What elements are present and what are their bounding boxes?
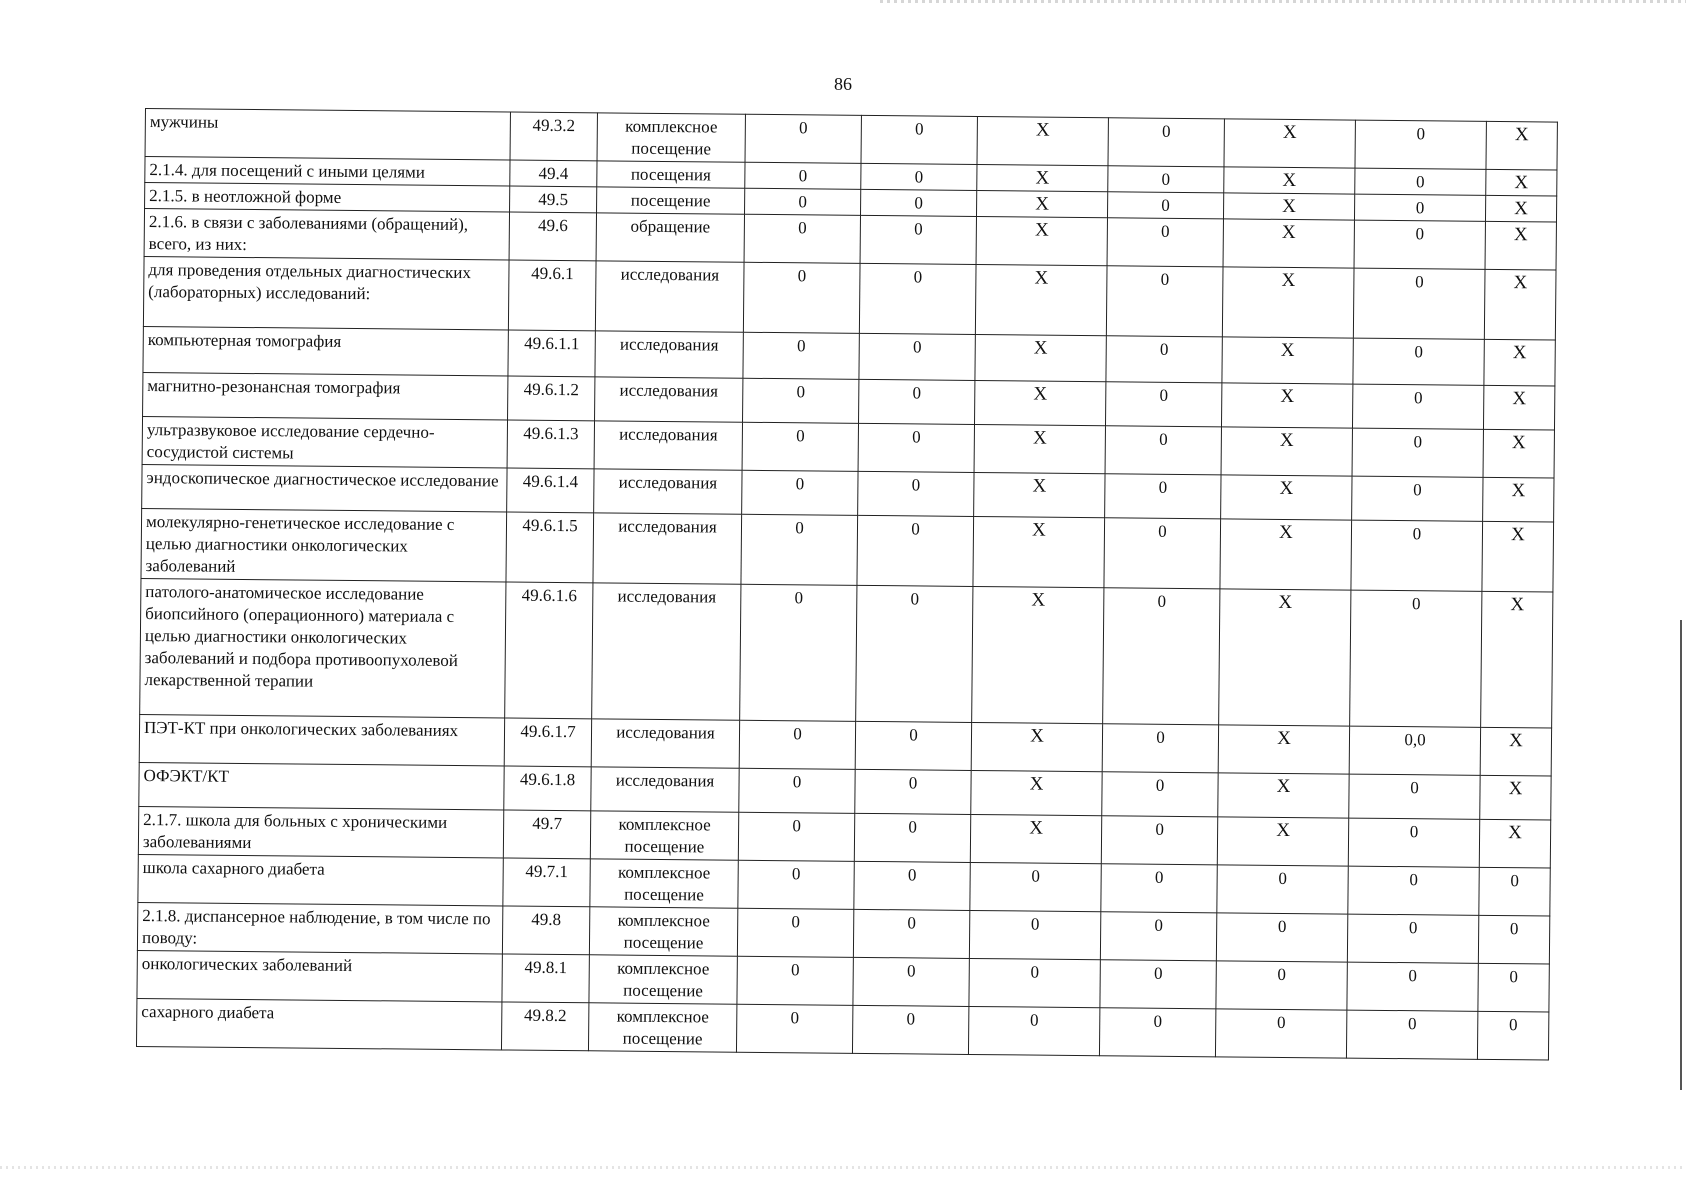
- value-cell: X: [975, 334, 1106, 381]
- value-cell: 0: [1105, 474, 1221, 519]
- value-cell: 0: [739, 720, 855, 769]
- value-cell: X: [977, 116, 1108, 165]
- value-cell: 0: [1106, 266, 1223, 337]
- value-cell: X: [1221, 475, 1352, 520]
- value-cell: X: [971, 722, 1102, 771]
- value-cell: 0: [1216, 961, 1347, 1010]
- value-cell: 0: [1353, 338, 1484, 385]
- row-name-cell: ОФЭКТ/КТ: [139, 762, 504, 810]
- value-cell: X: [1483, 477, 1554, 522]
- row-unit-cell: исследования: [594, 421, 742, 470]
- value-cell: 0: [1102, 724, 1218, 773]
- scan-edge-right: [1680, 620, 1682, 1090]
- value-cell: 0: [969, 910, 1100, 959]
- value-cell: 0: [1107, 218, 1223, 267]
- value-cell: X: [1221, 427, 1352, 476]
- value-cell: 0: [737, 908, 853, 957]
- row-name-cell: патолого-анатомическое исследование биопсийного (операционного) материала с целью диагностики онкологических заболеваний и подбора противоопухолевой лекарственной терапии: [140, 578, 506, 717]
- row-unit-cell: комплексное посещение: [589, 955, 737, 1004]
- value-cell: 0: [742, 470, 858, 515]
- row-name-cell: 2.1.8. диспансерное наблюдение, в том числе по поводу:: [137, 902, 502, 954]
- row-code-cell: 49.7: [503, 810, 590, 859]
- value-cell: 0: [1105, 426, 1221, 475]
- data-table: [136, 108, 1558, 1061]
- value-cell: X: [1222, 267, 1354, 338]
- row-code-cell: 49.6: [509, 212, 596, 261]
- value-cell: 0: [858, 471, 974, 516]
- value-cell: 0: [1100, 960, 1216, 1009]
- value-cell: 0: [1352, 384, 1483, 429]
- row-unit-cell: посещения: [597, 161, 745, 188]
- value-cell: 0: [855, 721, 971, 770]
- value-cell: 0: [970, 862, 1101, 911]
- value-cell: X: [1218, 725, 1349, 774]
- value-cell: 0: [853, 957, 969, 1006]
- row-unit-cell: исследования: [591, 719, 739, 768]
- row-unit-cell: комплексное посещение: [588, 1003, 736, 1052]
- value-cell: 0: [1349, 774, 1480, 819]
- value-cell: X: [1223, 219, 1354, 268]
- value-cell: 0: [861, 189, 977, 216]
- value-cell: 0: [1350, 590, 1482, 727]
- value-cell: 0: [858, 423, 974, 472]
- value-cell: X: [1224, 167, 1355, 194]
- value-cell: 0: [739, 768, 855, 813]
- value-cell: 0: [861, 163, 977, 190]
- row-code-cell: 49.6.1.6: [505, 582, 593, 719]
- value-cell: 0: [743, 262, 860, 333]
- value-cell: 0: [745, 188, 861, 215]
- value-cell: 0: [1106, 336, 1222, 383]
- row-name-cell: ультразвуковое исследование сердечно-сосудистой системы: [142, 416, 507, 468]
- value-cell: 0: [854, 813, 970, 862]
- value-cell: X: [1486, 169, 1557, 196]
- value-cell: 0: [1351, 520, 1483, 591]
- row-unit-cell: комплексное посещение: [589, 907, 737, 956]
- value-cell: X: [977, 164, 1108, 191]
- row-name-cell: молекулярно-генетическое исследование с целью диагностики онкологических заболеваний: [141, 508, 507, 582]
- value-cell: X: [974, 472, 1105, 517]
- row-name-cell: эндоскопическое диагностическое исследование: [142, 464, 507, 512]
- row-name-cell: сахарного диабета: [136, 998, 501, 1050]
- scan-edge-top: [880, 0, 1686, 3]
- value-cell: 0,0: [1349, 726, 1480, 775]
- row-name-cell: онкологических заболеваний: [137, 950, 502, 1002]
- value-cell: 0: [1108, 118, 1224, 167]
- value-cell: 0: [1215, 1009, 1346, 1058]
- value-cell: 0: [743, 378, 859, 423]
- value-cell: X: [1486, 121, 1557, 170]
- value-cell: 0: [853, 909, 969, 958]
- value-cell: 0: [1104, 518, 1221, 589]
- value-cell: X: [976, 216, 1107, 265]
- value-cell: X: [1482, 521, 1554, 592]
- table-row: [141, 508, 1554, 592]
- value-cell: X: [1224, 119, 1355, 168]
- value-cell: X: [1485, 221, 1556, 270]
- value-cell: 0: [1102, 772, 1218, 817]
- value-cell: X: [975, 380, 1106, 425]
- scan-edge-bottom: [0, 1166, 1686, 1169]
- row-unit-cell: исследования: [593, 513, 742, 584]
- value-cell: 0: [1353, 268, 1485, 339]
- row-name-cell: магнитно-резонансная томография: [143, 372, 508, 420]
- value-cell: 0: [745, 114, 861, 163]
- value-cell: X: [973, 516, 1105, 587]
- value-cell: 0: [859, 263, 976, 334]
- value-cell: 0: [1099, 1008, 1215, 1057]
- value-cell: 0: [743, 332, 859, 379]
- row-code-cell: 49.6.1.2: [508, 376, 595, 421]
- value-cell: 0: [860, 215, 976, 264]
- value-cell: 0: [738, 812, 854, 861]
- row-unit-cell: комплексное посещение: [597, 113, 745, 162]
- value-cell: X: [1484, 269, 1556, 340]
- value-cell: 0: [1217, 865, 1348, 914]
- row-code-cell: 49.6.1.3: [507, 420, 594, 469]
- value-cell: 0: [745, 162, 861, 189]
- value-cell: X: [1218, 773, 1349, 818]
- value-cell: X: [971, 770, 1102, 815]
- row-unit-cell: исследования: [595, 331, 743, 378]
- row-code-cell: 49.6.1.1: [508, 330, 595, 377]
- row-unit-cell: исследования: [595, 261, 744, 332]
- value-cell: X: [1483, 385, 1554, 430]
- value-cell: 0: [852, 1005, 968, 1054]
- value-cell: X: [1479, 819, 1550, 868]
- value-cell: 0: [741, 514, 858, 585]
- value-cell: 0: [1347, 914, 1478, 963]
- value-cell: X: [1480, 727, 1551, 776]
- value-cell: 0: [1216, 913, 1347, 962]
- row-name-cell: мужчины: [145, 109, 510, 161]
- value-cell: X: [975, 264, 1107, 335]
- table-row: [140, 578, 1553, 728]
- row-unit-cell: исследования: [591, 767, 739, 812]
- value-cell: 0: [744, 214, 860, 263]
- value-cell: X: [1481, 591, 1553, 728]
- value-cell: 0: [1108, 166, 1224, 193]
- value-cell: X: [1483, 429, 1554, 478]
- value-cell: 0: [1103, 588, 1220, 725]
- row-unit-cell: комплексное посещение: [590, 811, 738, 860]
- row-name-cell: школа сахарного диабета: [138, 854, 503, 906]
- row-name-cell: 2.1.5. в неотложной форме: [145, 183, 510, 213]
- value-cell: 0: [1354, 194, 1485, 221]
- page-number: 86: [834, 74, 852, 94]
- row-code-cell: 49.5: [510, 186, 597, 213]
- value-cell: 0: [859, 333, 975, 380]
- value-cell: 0: [1348, 866, 1479, 915]
- value-cell: 0: [857, 515, 974, 586]
- value-cell: 0: [1478, 915, 1549, 964]
- value-cell: 0: [856, 585, 973, 722]
- value-cell: 0: [1477, 1011, 1548, 1060]
- value-cell: 0: [1479, 867, 1550, 916]
- value-cell: 0: [969, 958, 1100, 1007]
- value-cell: 0: [1354, 220, 1485, 269]
- table-row: [143, 256, 1556, 340]
- value-cell: 0: [1107, 192, 1223, 219]
- row-unit-cell: исследования: [594, 469, 742, 514]
- row-code-cell: 49.3.2: [510, 112, 597, 161]
- row-name-cell: 2.1.7. школа для больных с хроническими заболеваниями: [138, 806, 503, 858]
- value-cell: 0: [1478, 963, 1549, 1012]
- value-cell: 0: [1352, 428, 1483, 477]
- row-name-cell: компьютерная томография: [143, 326, 508, 376]
- value-cell: X: [1217, 817, 1348, 866]
- row-code-cell: 49.7.1: [503, 858, 590, 907]
- row-name-cell: ПЭТ-КТ при онкологических заболеваниях: [139, 714, 504, 766]
- row-unit-cell: обращение: [596, 213, 744, 262]
- value-cell: 0: [855, 769, 971, 814]
- table-body: [136, 109, 1557, 1061]
- row-code-cell: 49.6.1.4: [507, 468, 594, 513]
- value-cell: 0: [968, 1006, 1099, 1055]
- row-unit-cell: исследования: [595, 377, 743, 422]
- value-cell: X: [1485, 195, 1556, 222]
- value-cell: 0: [1348, 818, 1479, 867]
- value-cell: 0: [1100, 912, 1216, 961]
- value-cell: 0: [1346, 1010, 1477, 1059]
- value-cell: 0: [1355, 120, 1486, 169]
- row-code-cell: 49.6.1.8: [504, 766, 591, 811]
- row-unit-cell: комплексное посещение: [590, 859, 738, 908]
- value-cell: 0: [1101, 864, 1217, 913]
- value-cell: 0: [854, 861, 970, 910]
- value-cell: X: [1220, 519, 1352, 590]
- value-cell: X: [1219, 589, 1351, 726]
- row-code-cell: 49.6.1: [508, 260, 596, 331]
- row-name-cell: 2.1.4. для посещений с иными целями: [145, 157, 510, 187]
- row-code-cell: 49.6.1.7: [504, 718, 591, 767]
- value-cell: 0: [1105, 382, 1221, 427]
- value-cell: 0: [738, 860, 854, 909]
- value-cell: 0: [736, 1004, 852, 1053]
- value-cell: 0: [742, 422, 858, 471]
- value-cell: X: [1484, 339, 1555, 386]
- row-code-cell: 49.8.2: [501, 1002, 588, 1051]
- value-cell: 0: [1347, 962, 1478, 1011]
- value-cell: 0: [740, 584, 857, 721]
- value-cell: X: [974, 424, 1105, 473]
- value-cell: 0: [737, 956, 853, 1005]
- value-cell: X: [970, 814, 1101, 863]
- value-cell: X: [1222, 337, 1353, 384]
- row-name-cell: 2.1.6. в связи с заболеваниями (обращений), всего, из них:: [144, 209, 509, 261]
- row-code-cell: 49.6.1.5: [506, 512, 594, 583]
- row-code-cell: 49.4: [510, 160, 597, 187]
- value-cell: 0: [861, 115, 977, 164]
- row-name-cell: для проведения отдельных диагностических (лабораторных) исследований:: [143, 256, 509, 330]
- value-cell: X: [976, 190, 1107, 217]
- value-cell: X: [1221, 383, 1352, 428]
- value-cell: X: [972, 586, 1104, 723]
- row-unit-cell: исследования: [592, 583, 741, 720]
- value-cell: 0: [1101, 816, 1217, 865]
- value-cell: 0: [859, 379, 975, 424]
- row-code-cell: 49.8: [502, 906, 589, 955]
- row-unit-cell: посещение: [597, 187, 745, 214]
- value-cell: X: [1480, 775, 1551, 820]
- row-code-cell: 49.8.1: [502, 954, 589, 1003]
- value-cell: 0: [1355, 168, 1486, 195]
- value-cell: 0: [1352, 476, 1483, 521]
- value-cell: X: [1223, 193, 1354, 220]
